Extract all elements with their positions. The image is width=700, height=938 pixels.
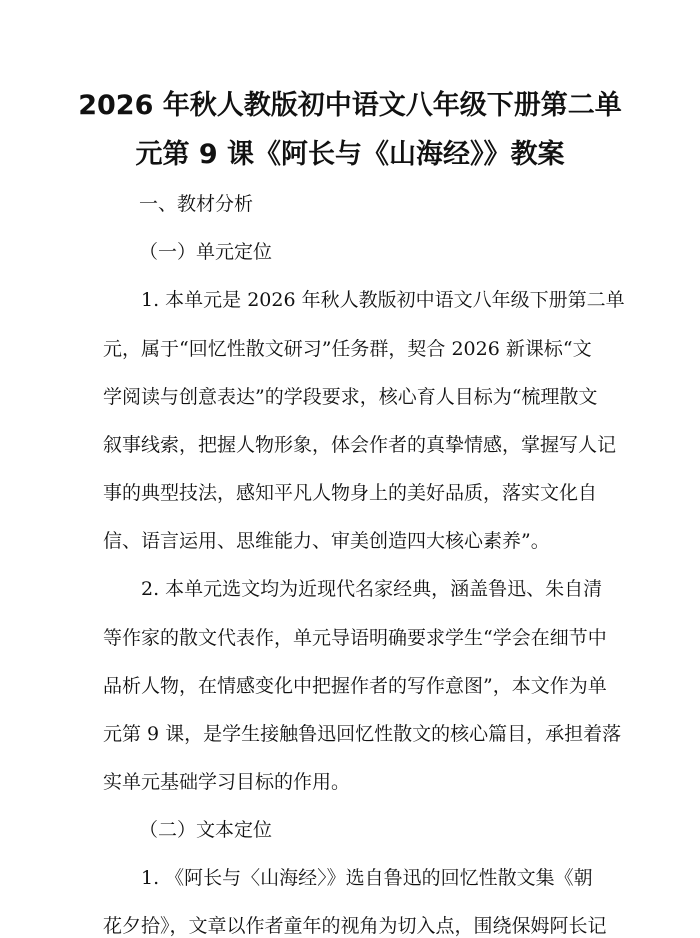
paragraph-3-line: 1. 《阿长与〈山海经〉》选自鲁迅的回忆性散文集《朝 bbox=[141, 867, 593, 889]
document-title-line-2: 元第 9 课《阿长与《山海经》》教案 bbox=[135, 139, 565, 170]
paragraph-2-line: 2. 本单元选文均为近现代名家经典，涵盖鲁迅、朱自清 bbox=[141, 578, 603, 600]
paragraph-3-line: 花夕拾》，文章以作者童年的视角为切入点，围绕保姆阿长记 bbox=[103, 915, 607, 937]
document-title-line-1: 2026 年秋人教版初中语文八年级下册第二单 bbox=[78, 90, 622, 121]
paragraph-1-line: 学阅读与创意表达”的学段要求，核心育人目标为“梳理散文 bbox=[103, 386, 598, 408]
paragraph-2-line: 实单元基础学习目标的作用。 bbox=[103, 771, 351, 793]
paragraph-1-line: 事的典型技法，感知平凡人物身上的美好品质，落实文化自 bbox=[103, 482, 598, 504]
subsection-heading-text-positioning: （二）文本定位 bbox=[139, 819, 273, 841]
paragraph-2-line: 元第 9 课，是学生接触鲁迅回忆性散文的核心篇目，承担着落 bbox=[103, 723, 622, 745]
paragraph-1-line: 元，属于“回忆性散文研习”任务群，契合 2026 新课标“文 bbox=[103, 338, 592, 360]
paragraph-2-line: 等作家的散文代表作，单元导语明确要求学生“学会在细节中 bbox=[103, 627, 607, 649]
subsection-heading-unit-positioning: （一）单元定位 bbox=[139, 241, 273, 263]
paragraph-1-line: 1. 本单元是 2026 年秋人教版初中语文八年级下册第二单 bbox=[141, 289, 625, 311]
paragraph-2-line: 品析人物，在情感变化中把握作者的写作意图”，本文作为单 bbox=[103, 675, 607, 697]
section-heading-textbook-analysis: 一、教材分析 bbox=[139, 193, 254, 215]
paragraph-1-line: 叙事线索，把握人物形象，体会作者的真挚情感，掌握写人记 bbox=[103, 434, 617, 456]
paragraph-1-line: 信、语言运用、思维能力、审美创造四大核心素养”。 bbox=[103, 530, 550, 552]
